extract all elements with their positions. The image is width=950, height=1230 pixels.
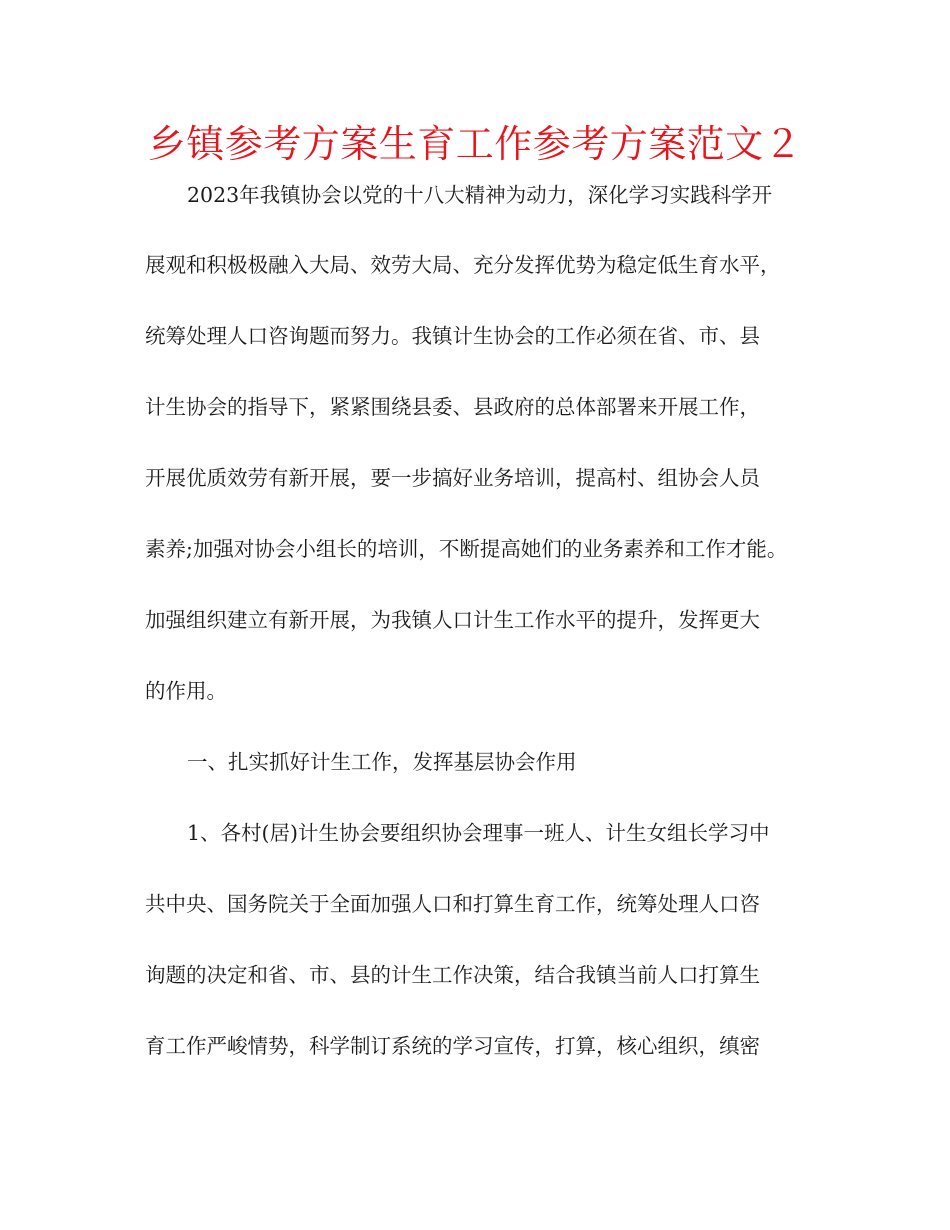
paragraph-line-10: 共中央、国务院关于全面加强人口和打算生育工作，统筹处理人口咨 (145, 892, 760, 916)
paragraph-line-7: 加强组织建立有新开展，为我镇人口计生工作水平的提升，发挥更大 (145, 608, 760, 632)
paragraph-line-8: 的作用。 (145, 679, 227, 703)
paragraph-line-2: 展观和积极极融入大局、效劳大局、充分发挥优势为稳定低生育水平， (145, 253, 781, 277)
paragraph-line-6: 素养;加强对协会小组长的培训，不断提高她们的业务素养和工作才能。 (145, 537, 788, 561)
paragraph-line-11: 询题的决定和省、市、县的计生工作决策，结合我镇当前人口打算生 (145, 963, 760, 987)
paragraph-line-9: 1、各村(居)计生协会要组织协会理事一班人、计生女组长学习中 (187, 821, 770, 845)
paragraph-line-3: 统筹处理人口咨询题而努力。我镇计生协会的工作必须在省、市、县 (145, 324, 760, 348)
paragraph-line-12: 育工作严峻情势，科学制订系统的学习宣传，打算，核心组织，缜密 (145, 1034, 760, 1058)
paragraph-line-5: 开展优质效劳有新开展，要一步搞好业务培训，提高村、组协会人员 (145, 466, 760, 490)
document-title: 乡镇参考方案生育工作参考方案范文２ (147, 122, 803, 166)
paragraph-line-1: 2023年我镇协会以党的十八大精神为动力，深化学习实践科学开 (187, 183, 773, 207)
section-heading-1: 一、扎实抓好计生工作，发挥基层协会作用 (187, 750, 577, 774)
paragraph-line-4: 计生协会的指导下，紧紧围绕县委、县政府的总体部署来开展工作， (145, 395, 760, 419)
